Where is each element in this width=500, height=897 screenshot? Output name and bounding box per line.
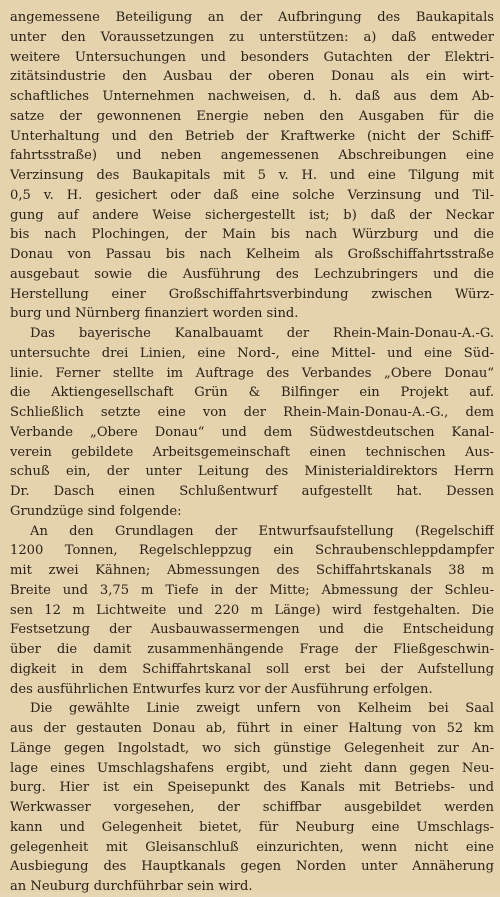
text-line: Verzinsung des Baukapitals mit 5 v. H. und eine Tilgung mit [10, 168, 494, 183]
text-line: ausgebaut sowie die Ausführung des Lechzubringers und die [10, 266, 494, 282]
text-line: gelegenheit mit Gleisanschluß einzurichten, wenn nicht eine [10, 839, 494, 855]
text-line: angemessene Beteiligung an der Aufbringung des Baukapitals [10, 10, 494, 25]
text-line: Unterhaltung und den Betrieb der Kraftwerke (nicht der Schiff- [10, 128, 494, 144]
paragraph-first-line: An den Grundlagen der Entwurfsaufstellung (Regelschiff [30, 523, 494, 539]
text-line: Festsetzung der Ausbauwassermengen und die Entscheidung [10, 622, 494, 638]
text-line: unter den Voraussetzungen zu unterstützen: a) daß entweder [10, 29, 494, 45]
text-line: burg und Nürnberg finanziert worden sind. [10, 306, 299, 322]
body-text [10, 8, 494, 897]
text-line: kann und Gelegenheit bietet, für Neuburg eine Umschlags- [10, 819, 494, 835]
text-line: Schließlich setzte eine von der Rhein-Main-Donau-A.-G., dem [10, 405, 494, 420]
text-line: Donau von Passau bis nach Kelheim als Großschiffahrtsstraße [10, 247, 494, 262]
paragraph-first-line: Das bayerische Kanalbauamt der Rhein-Main-Donau-A.-G. [30, 326, 494, 341]
text-line: Grundzüge sind folgende: [10, 503, 182, 519]
text-line: Dr. Dasch einen Schlußentwurf aufgestellt hat. Dessen [10, 484, 494, 499]
text-line: bis nach Plochingen, der Main bis nach Würzburg und die [10, 227, 494, 243]
text-line: satze der gewonnenen Energie neben den Ausgaben für die [10, 108, 494, 124]
text-line: mit zwei Kähnen; Abmessungen des Schiffahrtskanals 38 m [10, 563, 494, 578]
text-line: fahrtsstraße) und neben angemessenen Abschreibungen eine [10, 148, 494, 164]
text-line: Verbande „Obere Donau“ und dem Südwestdeutschen Kanal- [10, 424, 494, 440]
text-line: zitätsindustrie den Ausbau der oberen Donau als ein wirt- [10, 69, 494, 85]
text-line: die Aktiengesellschaft Grün & Bilfinger ein Projekt auf. [10, 385, 494, 401]
text-line: Länge gegen Ingolstadt, wo sich günstige Gelegenheit zur An- [10, 740, 494, 756]
text-line: 1200 Tonnen, Regelschleppzug ein Schraubenschleppdampfer [10, 543, 494, 559]
text-line: untersuchte drei Linien, eine Nord-, eine Mittel- und eine Süd- [10, 345, 494, 361]
paragraph-first-line: Die gewählte Linie zweigt unfern von Kelheim bei Saal [30, 701, 494, 717]
text-line: gung auf andere Weise sichergestellt ist; b) daß der Neckar [10, 207, 494, 223]
text-line: aus der gestauten Donau ab, führt in einer Haltung von 52 km [10, 721, 494, 736]
text-line: weitere Untersuchungen und besonders Gutachten der Elektri- [10, 49, 494, 65]
text-line: Herstellung einer Großschiffahrtsverbindung zwischen Würz- [10, 286, 494, 302]
text-line: Ausbiegung des Hauptkanals gegen Norden unter Annäherung [10, 859, 494, 875]
text-line: linie. Ferner stellte im Auftrage des Verbandes „Obere Donau“ [10, 365, 494, 381]
text-line: an Neuburg durchführbar sein wird. [10, 879, 253, 894]
text-line: des ausführlichen Entwurfes kurz vor der Ausführung erfolgen. [10, 681, 433, 697]
text-line: über die damit zusammenhängende Frage der Fließgeschwin- [10, 642, 494, 657]
text-line: verein gebildete Arbeitsgemeinschaft einen technischen Aus- [10, 444, 494, 460]
text-line: Werkwasser vorgesehen, der schiffbar ausgebildet werden [10, 800, 494, 815]
text-line: digkeit in dem Schiffahrtskanal soll erst bei der Aufstellung [10, 661, 494, 677]
text-line: schaftliches Unternehmen nachweisen, d. h. daß aus dem Ab- [10, 89, 494, 104]
text-line: 0,5 v. H. gesichert oder daß eine solche Verzinsung und Til- [10, 187, 494, 203]
text-line: sen 12 m Lichtweite und 220 m Länge) wird festgehalten. Die [10, 602, 494, 618]
text-line: lage eines Umschlagshafens ergibt, und zieht dann gegen Neu- [10, 760, 494, 776]
text-line: burg. Hier ist ein Speisepunkt des Kanals mit Betriebs- und [10, 780, 494, 796]
text-line: Breite und 3,75 m Tiefe in der Mitte; Abmessung der Schleu- [10, 582, 494, 598]
text-line: schuß ein, der unter Leitung des Ministerialdirektors Herrn [10, 464, 494, 480]
